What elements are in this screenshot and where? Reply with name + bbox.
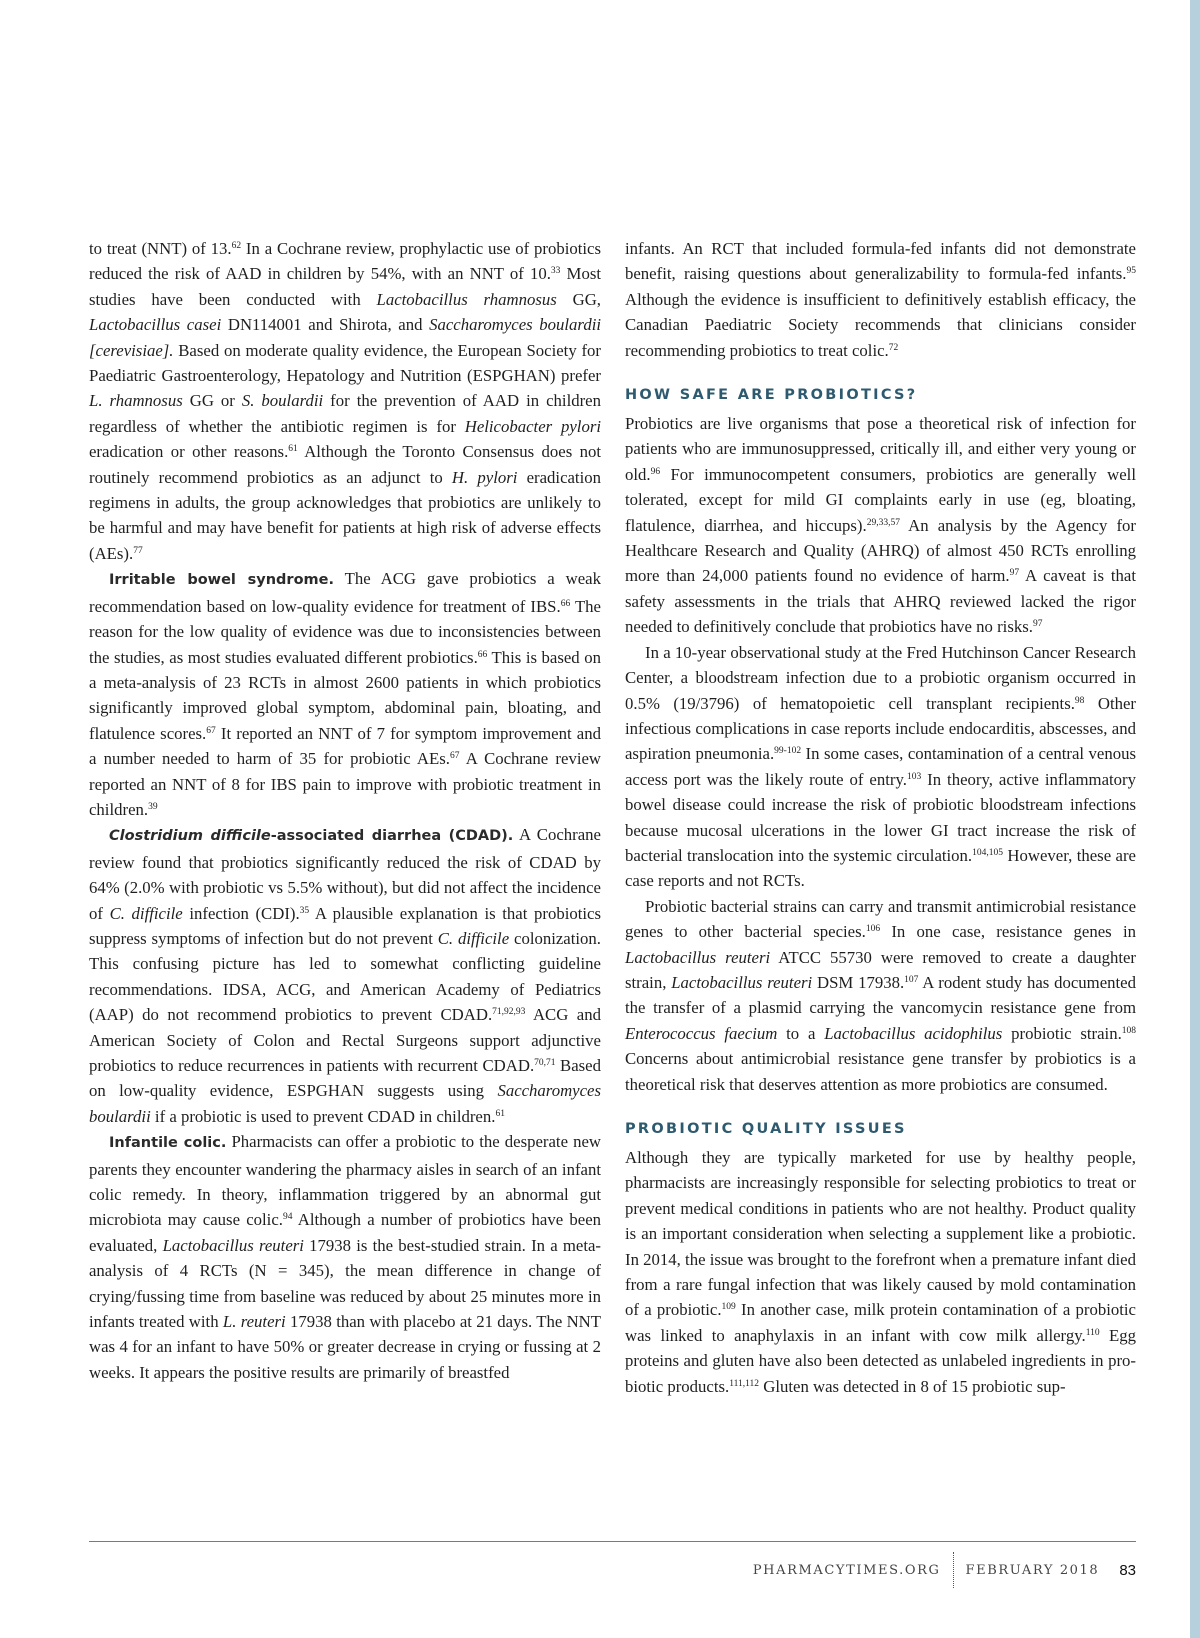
body-paragraph: to treat (NNT) of 13.62 In a Cochrane review, prophylactic use of probiotics reduced the risk of AAD in children by 54%, with an NNT of 10.33 Most studies have been conducted with Lactobacillus rhamnosus GG, Lactobacillus casei DN114001 and Shirota, and Saccharomyces boulardii [cerevisiae]. Based on moderate quality evidence, the European Society for Paediatric Gastroenterology, Hepatology and Nutrition (ESPGHAN) prefer L. rhamnosus GG or S. boulardii for the prevention of AAD in children regardless of whether the antibiotic regimen is for Helicobacter pylori eradication or other reasons.$^{61}$ Although the Toronto Consensus does not routinely recommend probiotics as an adjunct to H. pylori eradication regimens in adults, the group acknowledges that probiotics are unlikely to be harmful and may have benefit for patients at high risk of adverse effects (AEs).$^{77}$ xyxy=(89,239,602,563)
run-in-subheading: -associated diarrhea (CDAD). xyxy=(270,828,514,845)
reference-superscript: 109 xyxy=(721,1302,736,1313)
reference-superscript: 95 xyxy=(1126,266,1136,277)
footer-rule xyxy=(89,1541,1136,1542)
body-paragraph: Probiotic bacterial strains can carry and transmit antimicrobial resistance genes to other bacterial species.$^{106}$ In one case, resistance genes in Lactobacillus reuteri ATCC 55730 were removed to create a daughter strain, Lactobacillus reuteri DSM 17938.$^{107}$ A rodent study has documented the transfer of a plasmid carrying the vancomycin resistance gene from Enterococcus faecium to a Lactobacillus acidophilus probiotic strain.$^{108}$ Concerns about antimicrobial resistance gene transfer by probiotics is a theoretical risk that deserves attention as more probiotics are consumed. xyxy=(625,896,1137,1094)
reference-superscript: 35 xyxy=(299,905,310,916)
italic-term: S. boulardii xyxy=(241,391,324,411)
reference-superscript: 77 xyxy=(133,545,143,556)
reference-superscript: 72 xyxy=(888,342,899,353)
reference-superscript: 99-102 xyxy=(774,746,802,757)
section-heading: HOW SAFE ARE PROBIOTICS? xyxy=(625,387,918,404)
body-paragraph: In a 10-year observational study at the Fred Hutchinson Cancer Research Center, a bloodstream infection due to a probiotic organism occurred in 0.5% (19/3796) of hematopoietic cell transplant recipients.$^{98}$ Other infectious complications in case reports include endocarditis, abscesses, and aspiration pneumonia.$^{99-102}$ In some cases, contamination of a central venous access port was the likely route of entry.$^{103}$ In theory, active inflammatory bowel disease could increase the risk of probiotic bloodstream infections because mucosal ulcerations in the lower GI tract increase the risk of bacterial translocation into the systemic circulation.$^{104,105}$ However, these are case reports and not RCTs. xyxy=(625,642,1136,891)
reference-superscript: 71,92,93 xyxy=(492,1007,526,1018)
page-number: 83 xyxy=(1119,1561,1136,1579)
reference-superscript: 67 xyxy=(206,725,216,736)
body-paragraph: Infantile colic. Pharmacists can offer a probiotic to the desperate new parents they encounter wandering the pharmacy aisles in search of an infant colic remedy. In theory, inflammation triggered by an abnormal gut microbiota may cause colic.$^{94}$ Although a number of probiotics have been evaluated, Lactobacillus reuteri 17938 is the best-studied strain. In a meta-analysis of 4 RCTs (N = 345), the mean difference in change of crying/fussing time from baseline was reduced by about 25 minutes more in infants treated with L. reuteri 17938 than with placebo at 21 days. The NNT was 4 for an infant to have 50% or greater decrease in crying or fussing at 2 weeks. It appears the positive results are primarily of breastfed xyxy=(89,1132,602,1382)
italic-term: L. rhamnosus xyxy=(89,391,183,411)
footer-separator xyxy=(953,1552,954,1588)
footer-issue-date: FEBRUARY 2018 xyxy=(965,1562,1100,1578)
italic-term: Saccharomyces boulardii xyxy=(89,1081,601,1126)
body-paragraph: infants. An RCT that included formula-fed infants did not demonstrate benefit, raising questions about generalizability to formula-fed infants.$^{95}$ Although the evidence is insufficient to definitively establish efficacy, the Canadian Paediatric Society recommends that clinicians consider recommending probiotics to treat colic.$^{72}$ xyxy=(625,239,1136,360)
reference-superscript: 61 xyxy=(288,444,298,455)
reference-superscript: 108 xyxy=(1121,1025,1137,1036)
section-heading: PROBIOTIC QUALITY ISSUES xyxy=(625,1121,907,1137)
body-paragraph: Probiotics are live organisms that pose a theoretical risk of infection for patients who are immunosuppressed, critically ill, and either very young or old.$^{96}$ For immunocompetent consumers, probiotics are generally well tolerated, except for mild GI complaints early in use (eg, bloating, flatulence, diarrhea, and hiccups).$^{29,33,57}$ An analysis by the Agency for Healthcare Research and Quality (AHRQ) of almost 450 RCTs enrolling more than 24,000 patients found no evidence of harm.$^{97}$ A caveat is that safety assessments in the trials that AHRQ reviewed lacked the rigor needed to definitively conclude that probiotics have no risks.$^{97}$ xyxy=(625,414,1136,637)
reference-superscript: 67 xyxy=(449,751,460,762)
reference-superscript: 61 xyxy=(495,1108,505,1119)
reference-superscript: 98 xyxy=(1074,695,1085,706)
reference-superscript: 66 xyxy=(477,649,488,660)
reference-superscript: 104,105 xyxy=(972,847,1003,858)
reference-superscript: 33 xyxy=(550,266,561,277)
left-text-column xyxy=(89,236,601,1385)
reference-superscript: 107 xyxy=(904,974,919,985)
body-paragraph: Irritable bowel syndrome. The ACG gave probiotics a weak recommendation based on low-quality evidence for treatment of IBS.$^{66}$ The reason for the low quality of evidence was due to inconsistencies between the studies, as most studies evaluated different probiotics.$^{66}$ This is based on a meta-analysis of 23 RCTs in almost 2600 patients in which probiotics significantly improved global symptom, abdominal pain, bloating, and flatulence scores.$^{67}$ It reported an NNT of 7 for symptom improvement and a number needed to harm of 35 for probiotic AEs.$^{67}$ A Cochrane review reported an NNT of 8 for IBS pain to improve with probiotic treatment in children.$^{39}$ xyxy=(89,569,602,819)
run-in-subheading: Irritable bowel syndrome. xyxy=(109,572,334,589)
italic-term: Lactobacillus reuteri xyxy=(625,947,771,967)
footer-website: PHARMACYTIMES.ORG xyxy=(752,1562,941,1578)
italic-term: Lactobacillus casei xyxy=(89,315,222,335)
reference-superscript: 97 xyxy=(1009,568,1020,579)
italic-term: Enterococcus faecium xyxy=(625,1023,778,1043)
reference-superscript: 96 xyxy=(650,466,661,477)
reference-superscript: 39 xyxy=(148,801,158,812)
right-text-column xyxy=(625,236,1136,1399)
italic-term: Lactobacillus acidophilus xyxy=(824,1023,1003,1043)
italic-term: Lactobacillus rhamnosus xyxy=(376,289,557,309)
reference-superscript: 103 xyxy=(906,771,922,782)
reference-superscript: 66 xyxy=(560,598,571,609)
reference-superscript: 94 xyxy=(282,1212,293,1223)
reference-superscript: 110 xyxy=(1085,1327,1100,1338)
reference-superscript: 106 xyxy=(865,924,881,935)
page-edge-accent-bar xyxy=(1190,0,1200,1638)
reference-superscript: 29,33,57 xyxy=(866,517,900,528)
run-in-subheading: Clostridium difficile xyxy=(109,828,271,845)
italic-term: L. reuteri xyxy=(222,1312,286,1332)
reference-superscript: 62 xyxy=(231,241,242,251)
page-footer xyxy=(753,1558,1136,1582)
italic-term: C. difficile xyxy=(109,903,183,923)
italic-term: Saccharomyces boulardii [cerevisiae]. xyxy=(89,315,602,360)
reference-superscript: 97 xyxy=(1032,619,1043,630)
reference-superscript: 70,71 xyxy=(534,1058,556,1068)
italic-term: Helicobacter pylori xyxy=(464,416,601,436)
italic-term: Lactobacillus reuteri xyxy=(162,1235,304,1255)
italic-term: H. pylori xyxy=(451,467,518,487)
run-in-subheading: Infantile colic. xyxy=(109,1135,227,1152)
reference-superscript: 111,112 xyxy=(729,1378,760,1389)
body-paragraph: Although they are typically marketed for use by healthy people, pharmacists are increasingly responsible for selecting probiotics to treat or prevent medical conditions in patients who are not healthy. Product quality is an important consideration when selecting a supplement like a probiotic. In 2014, the issue was brought to the forefront when a premature infant died from a rare fungal infection that was likely caused by mold contamination of a probiotic.$^{109}$ In another case, milk protein contamination of a probiotic was linked to anaphylaxis in an infant with cow milk allergy.$^{110}$ Egg proteins and gluten have also been detected as unlabeled ingredients in probiotic products.$^{111,112}$ Gluten was detected in 8 of 15 probiotic sup- xyxy=(625,1148,1136,1396)
italic-term: Lactobacillus reuteri xyxy=(671,972,813,992)
body-paragraph: Clostridium difficile-associated diarrhea (CDAD). A Cochrane review found that probiotics significantly reduced the risk of CDAD by 64% (2.0% with probiotic vs 5.5% without), but did not affect the incidence of C. difficile infection (CDI).$^{35}$ A plausible explanation is that probiotics suppress symptoms of infection but do not prevent C. difficile colonization. This confusing picture has led to somewhat conflicting guideline recommendations. IDSA, ACG, and American Academy of Pediatrics (AAP) do not recommend probiotics to prevent CDAD.$^{71,92,93}$ ACG and American Society of Colon and Rectal Surgeons support adjunctive probiotics to reduce recurrences in patients with recurrent CDAD.$^{70,71}$ Based on low-quality evidence, ESPGHAN suggests using Saccharomyces boulardii if a probiotic is used to prevent CDAD in children.$^{61}$ xyxy=(89,825,601,1126)
italic-term: C. difficile xyxy=(437,928,510,948)
